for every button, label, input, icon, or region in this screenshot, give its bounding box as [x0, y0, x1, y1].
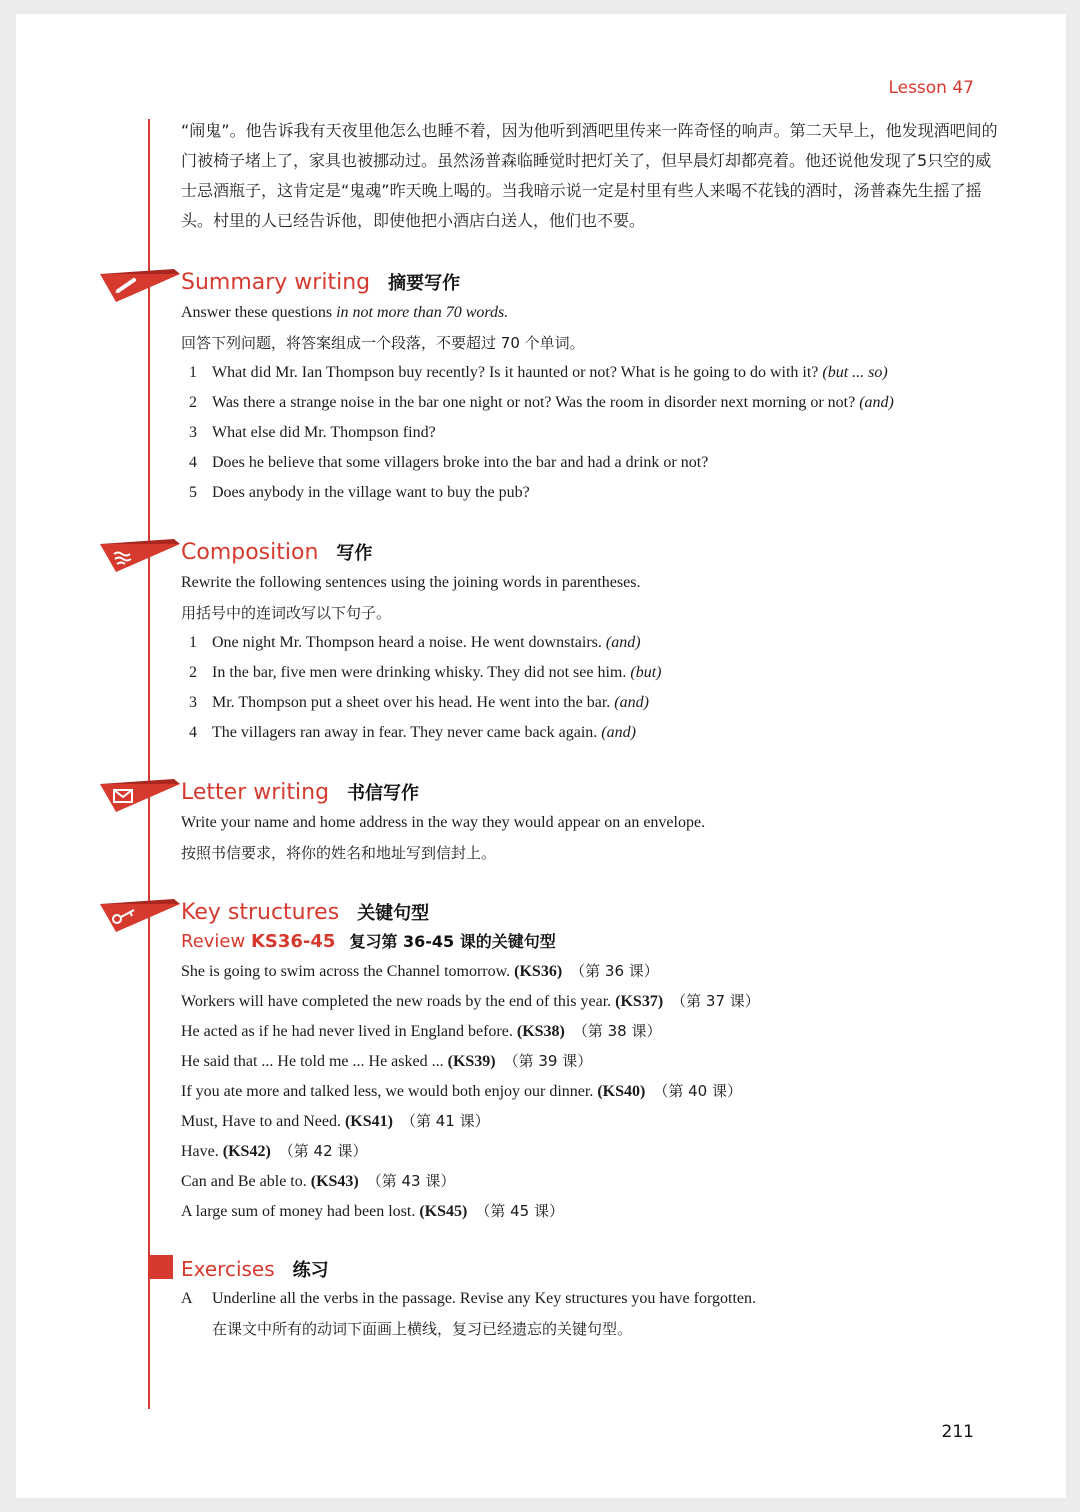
letter-title-cn: 书信写作: [347, 783, 420, 804]
ks-lesson-ref: （第 43 课）: [366, 1172, 456, 1190]
item-hint: (but): [630, 664, 662, 681]
item-text: In the bar, five men were drinking whisky. They did not see him.: [212, 664, 631, 681]
review-subtitle: [181, 928, 1021, 956]
summary-question: [181, 418, 1021, 448]
ks-text: Have.: [181, 1143, 223, 1160]
exercise-text-cn: 在课文中所有的动词下面画上横线，复习已经遗忘的关键句型。: [212, 1320, 633, 1338]
question-hint: (but ... so): [822, 364, 888, 381]
item-hint: (and): [605, 634, 641, 651]
summary-question: [181, 448, 1021, 478]
key-icon: [100, 886, 180, 932]
summary-question: [181, 388, 1021, 418]
question-number: 1: [189, 364, 197, 381]
summary-title-en: Summary writing: [181, 270, 371, 295]
item-number: 4: [189, 724, 197, 741]
composition-instruction-cn: 用括号中的连词改写以下句子。: [181, 604, 392, 622]
ks-lesson-ref: （第 45 课）: [475, 1202, 564, 1220]
composition-section: [181, 538, 1021, 748]
exercises-title: [181, 1254, 1021, 1284]
composition-item: [181, 688, 1021, 718]
pencil-icon: [100, 256, 180, 302]
composition-title-en: Composition: [181, 540, 319, 565]
ks-text: Can and Be able to.: [181, 1173, 311, 1190]
item-number: 2: [189, 664, 197, 681]
summary-title: [181, 268, 1021, 298]
review-subtitle-cn: 复习第 36-45 课的关键句型: [349, 932, 556, 951]
key-structure-item: [181, 1016, 1021, 1046]
summary-instruction-italic: in not more than 70 words.: [336, 304, 509, 321]
item-text: One night Mr. Thompson heard a noise. He went downstairs.: [212, 634, 606, 651]
key-structures-list: [181, 956, 1021, 1226]
key-structure-item: [181, 1136, 1021, 1166]
key-structures-section: [181, 898, 1021, 1226]
key-structure-item: [181, 1196, 1021, 1226]
summary-title-cn: 摘要写作: [388, 273, 461, 294]
question-text: Was there a strange noise in the bar one night or not? Was the room in disorder next morning or not?: [212, 394, 860, 411]
ks-code: (KS38): [516, 1023, 565, 1040]
exercises-title-en: Exercises: [181, 1257, 275, 1281]
ks-text: Must, Have to and Need.: [181, 1113, 345, 1130]
key-structures-title-cn: 关键句型: [357, 903, 430, 924]
summary-question: [181, 478, 1021, 508]
wavy-lines-icon: [100, 526, 180, 572]
letter-instruction-cn: 按照书信要求，将你的姓名和地址写到信封上。: [181, 844, 497, 862]
letter-title: [181, 778, 1021, 808]
letter-instruction: Write your name and home address in the way they would appear on an envelope.: [181, 814, 706, 831]
question-text: What else did Mr. Thompson find?: [212, 424, 436, 441]
composition-instruction: Rewrite the following sentences using the joining words in parentheses.: [181, 574, 641, 591]
ks-lesson-ref: （第 38 课）: [572, 1022, 662, 1040]
ks-text: He acted as if he had never lived in England before.: [181, 1023, 517, 1040]
margin-rule: [148, 119, 150, 1409]
item-number: 1: [189, 634, 197, 651]
composition-item: [181, 718, 1021, 748]
question-text: Does anybody in the village want to buy the pub?: [212, 484, 530, 501]
ks-text: A large sum of money had been lost.: [181, 1203, 420, 1220]
item-number: 3: [189, 694, 197, 711]
envelope-icon: [100, 766, 180, 812]
exercises-marker: [149, 1255, 173, 1279]
composition-title-cn: 写作: [336, 543, 373, 564]
exercises-title-cn: 练习: [292, 1260, 329, 1281]
summary-instruction-text: Answer these questions: [181, 304, 337, 321]
exercise-text: Underline all the verbs in the passage. Revise any Key structures you have forgotten.: [212, 1290, 756, 1307]
ks-code: (KS41): [344, 1113, 393, 1130]
letter-title-en: Letter writing: [181, 780, 330, 805]
summary-question-list: [181, 358, 1021, 508]
key-structure-item: [181, 986, 1021, 1016]
composition-item: [181, 628, 1021, 658]
composition-item-list: [181, 628, 1021, 748]
key-structure-item: [181, 1106, 1021, 1136]
composition-title: [181, 538, 1021, 568]
item-hint: (and): [614, 694, 649, 711]
ks-text: He said that ... He told me ... He asked ...: [181, 1053, 448, 1070]
summary-section: [181, 268, 1021, 508]
ks-lesson-ref: （第 42 课）: [278, 1142, 368, 1160]
key-structure-item: [181, 1166, 1021, 1196]
ks-code: (KS37): [615, 993, 664, 1010]
lesson-header: Lesson 47: [888, 78, 974, 98]
exercise-label: A: [181, 1290, 193, 1307]
question-number: 5: [189, 484, 197, 501]
item-text: The villagers ran away in fear. They never came back again.: [212, 724, 602, 741]
question-number: 2: [189, 394, 197, 411]
ks-code: (KS36): [514, 963, 563, 980]
summary-question: [181, 358, 1021, 388]
question-text: Does he believe that some villagers broke into the bar and had a drink or not?: [212, 454, 709, 471]
question-number: 3: [189, 424, 197, 441]
intro-paragraph: “闹鬼”。他告诉我有天夜里他怎么也睡不着，因为他听到酒吧里传来一阵奇怪的响声。第二天早上，他发现酒吧间的门被椅子堵上了，家具也被挪动过。虽然汤普森临睡觉时把灯关了，但早晨灯却都亮着。他还说他发现了5只空的威士忌酒瓶子，这肯定是“鬼魂”昨天晚上喝的。当我暗示说一定是村里有些人来喝不花钱的酒时，汤普森先生摇了摇头。村里的人已经告诉他，即使他把小酒店白送人，他们也不要。: [181, 121, 998, 230]
exercises-section: [181, 1254, 1021, 1344]
page-number: 211: [941, 1422, 974, 1442]
question-hint: (and): [859, 394, 894, 411]
ks-lesson-ref: （第 36 课）: [570, 962, 659, 980]
key-structure-item: [181, 1076, 1021, 1106]
question-number: 4: [189, 454, 197, 471]
composition-item: [181, 658, 1021, 688]
ks-lesson-ref: （第 41 课）: [400, 1112, 490, 1130]
letter-section: [181, 778, 1021, 868]
ks-lesson-ref: （第 37 课）: [671, 992, 760, 1010]
exercise-item-a: [181, 1284, 1021, 1314]
ks-lesson-ref: （第 39 课）: [503, 1052, 593, 1070]
book-page: [16, 14, 1066, 1498]
item-text: Mr. Thompson put a sheet over his head. He went into the bar.: [212, 694, 615, 711]
ks-text: If you ate more and talked less, we would both enjoy our dinner.: [181, 1083, 598, 1100]
review-prefix: Review: [181, 931, 251, 952]
key-structures-title: [181, 898, 1021, 928]
question-text: What did Mr. Ian Thompson buy recently? Is it haunted or not? What is he going to do with it?: [212, 364, 823, 381]
ks-code: (KS42): [222, 1143, 271, 1160]
ks-code: (KS39): [447, 1053, 496, 1070]
review-range: KS36-45: [250, 931, 336, 952]
key-structure-item: [181, 1046, 1021, 1076]
ks-code: (KS43): [310, 1173, 359, 1190]
ks-code: (KS45): [419, 1203, 468, 1220]
key-structures-title-en: Key structures: [181, 900, 340, 925]
ks-code: (KS40): [597, 1083, 646, 1100]
item-hint: (and): [601, 724, 636, 741]
summary-instruction: [181, 298, 1021, 328]
ks-text: Workers will have completed the new roads by the end of this year.: [181, 993, 616, 1010]
ks-lesson-ref: （第 40 课）: [653, 1082, 742, 1100]
ks-text: She is going to swim across the Channel tomorrow.: [181, 963, 515, 980]
key-structure-item: [181, 956, 1021, 986]
summary-instruction-cn: 回答下列问题，将答案组成一个段落，不要超过 70 个单词。: [181, 334, 585, 352]
